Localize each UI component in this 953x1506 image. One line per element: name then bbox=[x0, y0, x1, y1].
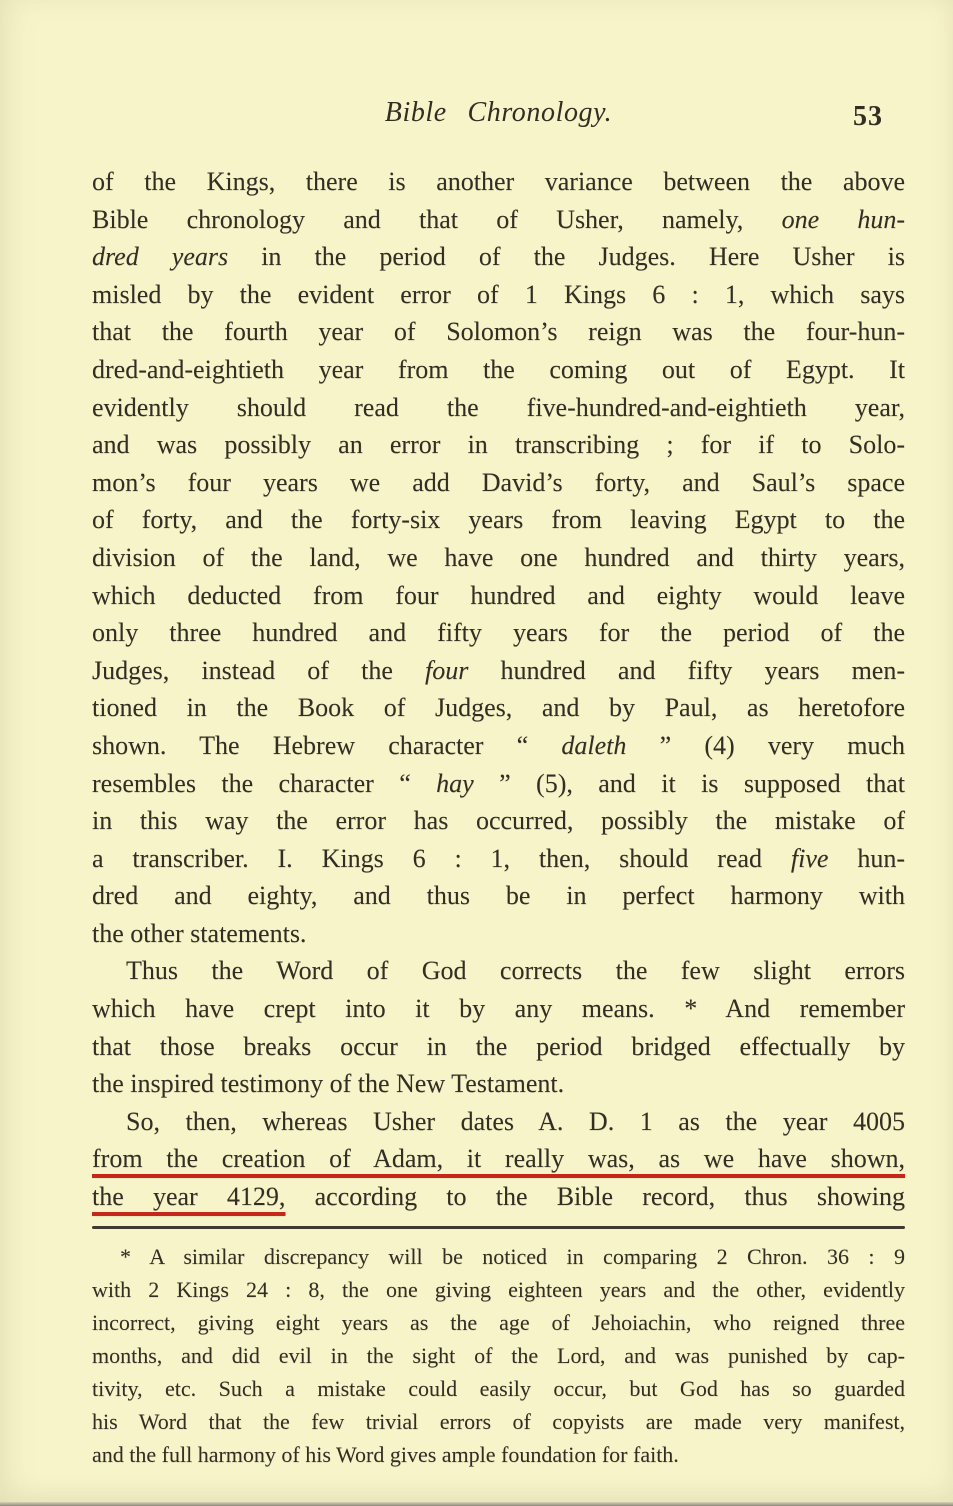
body-line bbox=[92, 765, 905, 803]
body-line bbox=[92, 238, 905, 276]
body-line bbox=[92, 840, 905, 878]
italic-text: five bbox=[790, 843, 829, 873]
body-line-red-underlined bbox=[92, 1140, 905, 1178]
text-run: from the creation of Adam, it really was, as we have shown, bbox=[92, 1144, 905, 1174]
text-run: the other statements. bbox=[92, 918, 307, 948]
body-line bbox=[92, 915, 905, 953]
text-run: ” (4) very much bbox=[626, 730, 905, 760]
text-run: dred and eighty, and thus be in perfect harmony with bbox=[92, 881, 905, 911]
text-run: that those breaks occur in the period bridged effectually by bbox=[92, 1031, 905, 1061]
body-line bbox=[92, 652, 905, 690]
body-line bbox=[92, 426, 905, 464]
footnote bbox=[92, 1240, 905, 1471]
text-run: according to the Bible record, thus showing bbox=[285, 1182, 905, 1212]
footnote-line: and the full harmony of his Word gives ample foundation for faith. bbox=[92, 1442, 679, 1467]
text-run: which have crept into it by any means. * And remember bbox=[92, 994, 905, 1024]
text-run: Judges, instead of the bbox=[92, 655, 426, 685]
body-line bbox=[92, 539, 905, 577]
text-run: Thus the Word of God corrects the few slight errors bbox=[126, 956, 905, 986]
text-run: only three hundred and fifty years for the period of the bbox=[92, 618, 905, 648]
running-head-title: Bible Chronology. bbox=[384, 97, 613, 128]
red-underlined-text: the year 4129, bbox=[92, 1182, 286, 1212]
page-bottom-scan-edge bbox=[0, 1502, 953, 1506]
italic-text: four bbox=[425, 655, 469, 685]
body-line bbox=[92, 464, 905, 502]
footnote-line: * A similar discrepancy will be noticed in comparing 2 Chron. 36 : 9 bbox=[120, 1244, 905, 1269]
page-number: 53 bbox=[853, 101, 883, 132]
text-run: shown. The Hebrew character “ bbox=[92, 730, 562, 760]
body-line bbox=[92, 877, 905, 915]
footnote-line: with 2 Kings 24 : 8, the one giving eighteen years and the other, evidently bbox=[92, 1277, 905, 1302]
running-head bbox=[92, 97, 905, 141]
text-run: misled by the evident error of 1 Kings 6 : 1, which says bbox=[92, 279, 905, 309]
body-line bbox=[92, 614, 905, 652]
body-line bbox=[92, 313, 905, 351]
text-run: in this way the error has occurred, possibly the mistake of bbox=[92, 806, 905, 836]
footnote-line: incorrect, giving eight years as the age of Jehoiachin, who reigned three bbox=[92, 1310, 905, 1335]
body-line bbox=[92, 351, 905, 389]
text-run: tioned in the Book of Judges, and by Paul, as heretofore bbox=[92, 693, 905, 723]
body-line bbox=[92, 990, 905, 1028]
text-run: of forty, and the forty-six years from leaving Egypt to the bbox=[92, 505, 905, 535]
body-line bbox=[92, 501, 905, 539]
text-run: So, then, whereas Usher dates A. D. 1 as the year 4005 bbox=[126, 1106, 905, 1136]
footnote-separator-rule bbox=[92, 1226, 905, 1229]
body-line bbox=[92, 1028, 905, 1066]
body-line bbox=[92, 163, 905, 201]
text-run: ” (5), and it is supposed that bbox=[473, 768, 905, 798]
text-run: Bible chronology and that of Usher, namely, bbox=[92, 204, 782, 234]
text-run: and was possibly an error in transcribing ; for if to Solo- bbox=[92, 430, 905, 460]
body-line bbox=[92, 389, 905, 427]
text-run: evidently should read the five-hundred-and-eightieth year, bbox=[92, 392, 905, 422]
text-run: a transcriber. I. Kings 6 : 1, then, should read bbox=[92, 843, 791, 873]
text-run: of the Kings, there is another variance between the above bbox=[92, 167, 905, 196]
page-body bbox=[92, 163, 905, 1216]
text-run: which deducted from four hundred and eighty would leave bbox=[92, 580, 905, 610]
italic-text: hay bbox=[436, 768, 474, 798]
italic-text: daleth bbox=[561, 730, 627, 760]
text-run: that the fourth year of Solomon’s reign was the four-hun- bbox=[92, 317, 905, 347]
body-line bbox=[92, 201, 905, 239]
text-run: the inspired testimony of the New Testament. bbox=[92, 1069, 565, 1099]
footnote-line: months, and did evil in the sight of the Lord, and was punished by cap- bbox=[92, 1343, 905, 1368]
italic-text: one hun- bbox=[781, 204, 906, 234]
text-run: resembles the character “ bbox=[92, 768, 437, 798]
text-run: in the period of the Judges. Here Usher is bbox=[228, 242, 905, 272]
text-run: hundred and fifty years men- bbox=[468, 655, 906, 685]
body-line bbox=[92, 1065, 905, 1103]
body-line bbox=[92, 727, 905, 765]
footnote-line: his Word that the few trivial errors of copyists are made very manifest, bbox=[92, 1409, 905, 1434]
text-run: mon’s four years we add David’s forty, and Saul’s space bbox=[92, 467, 905, 497]
body-line bbox=[92, 577, 905, 615]
body-line bbox=[92, 802, 905, 840]
body-line bbox=[92, 1103, 905, 1141]
italic-text: dred years bbox=[92, 242, 229, 272]
text-run: hun- bbox=[828, 843, 905, 873]
body-line bbox=[92, 689, 905, 727]
footnote-line: tivity, etc. Such a mistake could easily occur, but God has so guarded bbox=[92, 1376, 905, 1401]
text-run: dred-and-eightieth year from the coming out of Egypt. It bbox=[92, 354, 905, 384]
body-line bbox=[92, 276, 905, 314]
text-run: division of the land, we have one hundred and thirty years, bbox=[92, 542, 905, 572]
body-line bbox=[92, 952, 905, 990]
body-line bbox=[92, 1178, 905, 1216]
